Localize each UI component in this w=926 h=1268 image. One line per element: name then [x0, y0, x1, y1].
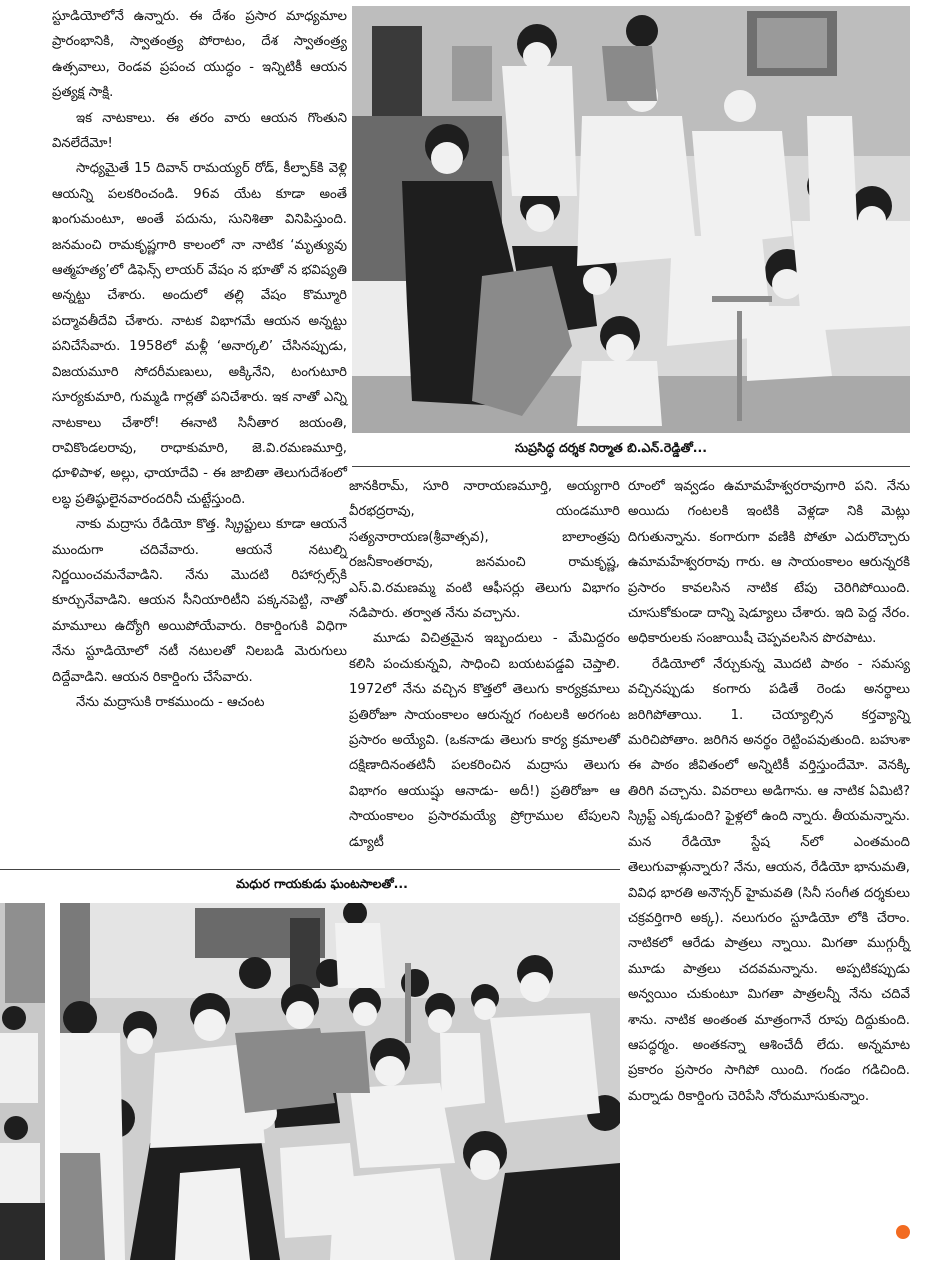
- bottom-photo-caption: మధుర గాయకుడు ఘంటసాలతో...: [236, 876, 408, 891]
- photo-image: [0, 903, 45, 1260]
- photo-image: [352, 6, 910, 433]
- paragraph: నేను మద్రాసుకి రాకముందు - ఆచంట: [76, 694, 265, 710]
- paragraph: రూంలో ఇవ్వడం ఉమామహేశ్వరరావుగారి పని. నేను అయిదు గంటలకి ఇంటికి వెళ్లడా నికి మెట్లు దిగుతున్నాను. కంగారుగా వణికి పోతూ ఎదురొచ్చారు ఉమామహేశ్వరరావు గారు. ఆ సాయంకాలం ఆరున్నరకి ప్రసారం కావలసిన నాటిక టేపు చెరిగిపోయింది. చూసుకోకుండా దాన్ని షెడ్యూలు చేశారు. ఇది పెద్ద నేరం. అధికారులకు సంజాయిషీ చెప్పవలసిన పొరపాటు.: [628, 479, 910, 647]
- paragraph: సాధ్యమైతే 15 దివాన్ రామయ్యర్ రోడ్, కీల్పాక్‌కి వెళ్లి ఆయన్ని పలకరించండి. 96వ యేట కూడా అంతే ఖంగుమంటూ, అంతే పదును, సునిశితా వినిపిస్తుంది. జనమంచి రామకృష్ణగారి కాలంలో నా నాటిక ‘మృత్యువు ఆత్మహత్య’లో డిఫెన్స్ లాయర్ వేషం న భూతో న భవిష్యతి అన్నట్టు చేశారు. అందులో తల్లి వేషం కొమ్మూరి పద్మావతీదేవి చేశారు. నాటక విభాగమే ఆయన అన్నట్టు పనిచేసేవారు. 1958లో మళ్లీ ‘అనార్కలి’ చేసినప్పుడు, విజయమూరి సోదరీమణులు, అక్కినేని, టంగుటూరి సూర్యకుమారి, గుమ్మడి గార్లతో పనిచేశారు. ఇక నాతో ఎన్ని నాటకాలు చేశారో! ఈనాటి సినీతార జయంతి, రావికొండలరావు, రాధాకుమారి, జె.వి.రమణమూర్తి, ధూళిపాళ, అల్లు, ఛాయాదేవి - ఈ జాబితా తెలుగుదేశంలో లబ్ధ ప్రతిష్ఠులైనవారందరినీ చుట్టేస్తుంది.: [52, 161, 347, 507]
- photo-image: [60, 903, 620, 1260]
- top-photo: [352, 6, 910, 433]
- paragraph: నాకు మద్రాసు రేడియో కొత్త. స్క్రిప్టులు కూడా ఆయనే ముందుగా చదివేవారు. ఆయనే నటుల్ని నిర్ణయించమనేవాడిని. నేను మొదటి రిహార్సల్స్‌కి కూర్చునేవాడిని. ఆయన సీనియారిటీని పక్కనపెట్టి, నాతో మామూలు ఉద్యోగి అయిపోయేవారు. రికార్డింగుకి విధిగా నేను స్టూడియోలో నటీ నటులతో నిలబడి మెరుగులు దిద్దేవాడిని. ఆయన రికార్డింగు చేసేవారు.: [52, 517, 347, 685]
- paragraph: ఇక నాటకాలు. ఈ తరం వారు ఆయన గొంతుని వినలేదేమో!: [52, 110, 347, 152]
- paragraph: రేడియోలో నేర్చుకున్న మొదటి పాఠం - సమస్య వచ్చినప్పుడు కంగారు పడితే రెండు అనర్థాలు జరిగిపోతాయి. 1. చెయ్యాల్సిన కర్తవ్యాన్ని మరిచిపోతాం. జరిగిన అనర్థం రెట్టింపవుతుంది. బహుశా ఈ పాఠం జీవితంలో అన్నిటికీ వర్తిస్తుందేమో. వెనక్కి తిరిగి వచ్చాను. వివరాలు అడిగాను. ఆ నాటిక ఏమిటి? స్క్రిప్ట్ ఎక్కడుంది? ఫైళ్లలో ఉంది న్నారు. తీయమన్నాను. మన రేడియో స్టేష న్‌లో ఎంతమంది తెలుగువాళ్లున్నారు? నేను, ఆయన, రేడియో భానుమతి, వివిధ భారతి అనౌన్సర్ హైమవతి (సినీ సంగీత దర్శకులు చక్రవర్తిగారి అక్క). నలుగురం స్టూడియో లోకి చేరాం. నాటికలో ఆరేడు పాత్రలు న్నాయి. మిగతా ముగ్గుర్నీ మూడు పాత్రలు చదవమన్నాను. అప్పటికప్పుడు అన్వయిం చుకుంటూ మిగతా పాత్రలన్నీ నేను చదివే శాను. నాటిక అంతంత మాత్రంగానే రూపు దిద్దుకుంది. ఆపద్ధర్మం. అంతకన్నా ఆశించేదీ లేదు. అన్నమాట ప్రకారం ప్రసారం సాగిపో యింది. గండం గడిచింది. మర్నాడు రికార్డింగు చెరిపేసి నోరుమూసుకున్నాం.: [628, 656, 910, 1104]
- top-photo-caption: సుప్రసిద్ధ దర్శక నిర్మాత బి.ఎన్.రెడ్డితో...: [515, 440, 708, 455]
- bottom-left-photo-strip: [0, 903, 45, 1260]
- caption-divider: [0, 869, 620, 870]
- article-column-1: [52, 4, 347, 860]
- caption-divider: [352, 466, 910, 467]
- paragraph: జానకిరామ్, సూరి నారాయణమూర్తి, అయ్యగారి వీరభద్రరావు, యండమూరి సత్యనారాయణ(శ్రీవాత్సవ), బాలాంత్రపు రజనీకాంతరావు, జనమంచి రామకృష్ణ, ఎస్.వి.రమణమ్మ వంటి ఆఫీసర్లు తెలుగు విభాగం నడిపారు. తర్వాత నేను వచ్చాను.: [349, 479, 620, 622]
- page-marker-dot: [896, 1225, 910, 1239]
- bottom-photo: [60, 903, 620, 1260]
- paragraph: మూడు విచిత్రమైన ఇబ్బందులు - మేమిద్దరం కలిసి పంచుకున్నవి, సాధించి బయటపడ్డవి చెప్తాలి. 1972లో నేను వచ్చిన కొత్తలో తెలుగు కార్యక్రమాలు ప్రతిరోజూ సాయంకాలం ఆరున్నర గంటలకి అరగంట ప్రసారం అయ్యేవి. (ఒకనాడు తెలుగు కార్య క్రమాలతో దక్షిణాదినంతటినీ పలకరించిన మద్రాసు తెలుగు విభాగం ఆయుష్షు ఆనాడు- అదీ!) ప్రతిరోజూ ఆ సాయంకాలం ప్రసారమయ్యే ప్రోగ్రాముల టేపులని డ్యూటీ: [349, 631, 620, 850]
- paragraph: స్టూడియోలోనే ఉన్నారు. ఈ దేశం ప్రసార మాధ్యమాల ప్రారంభానికి, స్వాతంత్ర్య పోరాటం, దేశ స్వాతంత్ర్య ఉత్సవాలు, రెండవ ప్రపంచ యుద్ధం - ఇన్నిటికీ ఆయన ప్రత్యక్ష సాక్షి.: [52, 9, 347, 101]
- article-column-3: [628, 474, 910, 1226]
- article-column-2: [349, 474, 620, 864]
